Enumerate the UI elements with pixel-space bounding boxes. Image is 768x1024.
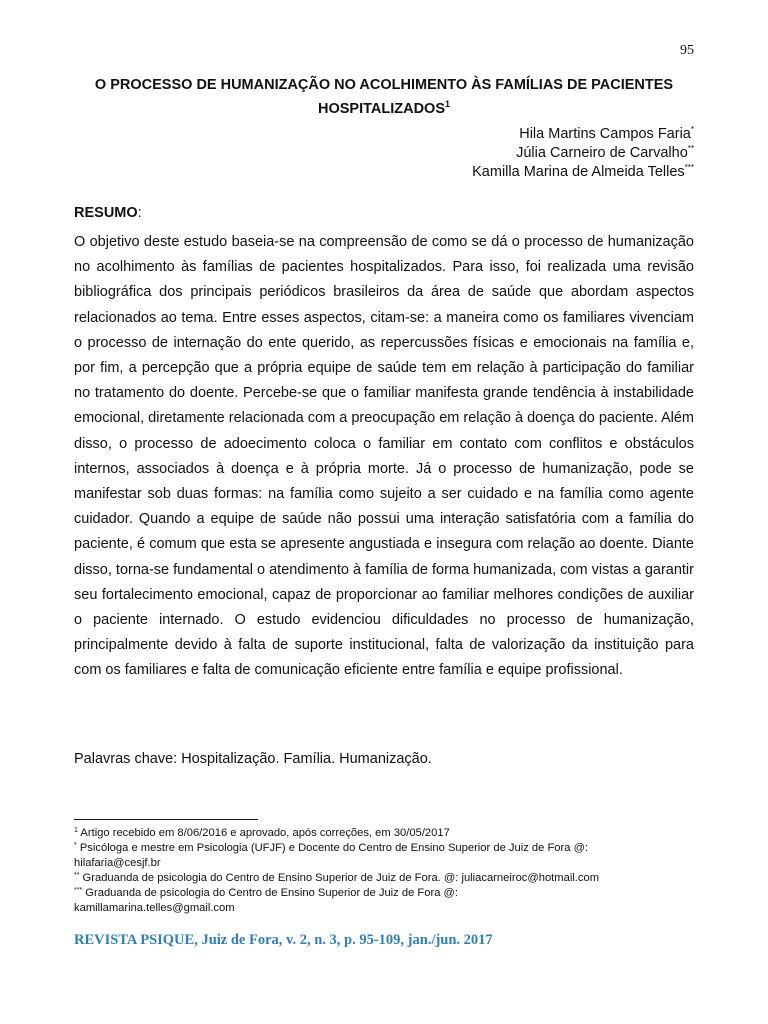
author-name: Kamilla Marina de Almeida Telles xyxy=(472,164,685,180)
footnote-3 xyxy=(74,871,694,886)
footnote-text: Artigo recebido em 8/06/2016 e aprovado, após correções, em 30/05/2017 xyxy=(77,827,450,839)
title-line-2 xyxy=(60,97,708,121)
author-name: Hila Martins Campos Faria xyxy=(519,126,691,142)
author-marker: ** xyxy=(687,144,694,153)
footnote-marker: ** xyxy=(74,872,80,879)
footnote-marker: * xyxy=(74,842,77,849)
abstract-heading-label: RESUMO xyxy=(74,205,138,221)
title-line-2-text: HOSPITALIZADOS xyxy=(317,101,445,117)
abstract-body: O objetivo deste estudo baseia-se na compreensão de como se dá o processo de humanização no acolhimento às famílias de pacientes hospitalizados. Para isso, foi realizada uma revisão bibliográfica dos principais periódicos brasileiros da área de saúde que abordam aspectos relacionados ao tema. Entre esses aspectos, citam-se: a maneira como os familiares vivenciam o processo de internação do ente querido, as repercussões físicas e emocionais na família e, por fim, a percepção que a própria equipe de saúde tem em relação à participação do familiar no tratamento do doente. Percebe-se que o familiar manifesta grande tendência à instabilidade emocional, diretamente relacionada com a preocupação em relação à doença do paciente. Além disso, o processo de adoecimento coloca o familiar em contato com conflitos e obstáculos internos, associados à doença e à própria morte. Já o processo de humanização, pode se manifestar sob duas formas: na família como sujeito a ser cuidado e na família como agente cuidador. Quando a equipe de saúde não possui uma interação satisfatória com a família do paciente, é comum que esta se apresente angustiada e insegura com relação ao doente. Diante disso, torna-se fundamental o atendimento à família de forma humanizada, com vistas a garantir seu fortalecimento emocional, capaz de proporcionar ao familiar melhores condições de auxiliar o paciente internado. O estudo evidenciou dificuldades no processo de humanização, principalmente devido à falta de suporte institucional, falta de valorização da instituição para com os familiares e falta de comunicação eficiente entre família e equipe profissional. xyxy=(74,234,694,679)
title-line-1: O PROCESSO DE HUMANIZAÇÃO NO ACOLHIMENTO ÀS FAMÍLIAS DE PACIENTES xyxy=(94,77,674,93)
footnote-4-email: kamillamarina.telles@gmail.com xyxy=(74,902,235,914)
footnote-text: Graduanda de psicologia do Centro de Ensino Superior de Juiz de Fora. @: juliacarneiroc@hotmail.com xyxy=(79,872,600,884)
footnote-marker: 1 xyxy=(74,827,78,834)
author-2 xyxy=(472,144,694,163)
page-number: 95 xyxy=(680,43,694,58)
footnote-2-email: hilafaria@cesjf.br xyxy=(74,857,161,869)
footnotes xyxy=(74,826,694,916)
footnote-divider xyxy=(74,819,258,820)
article-title xyxy=(60,73,708,121)
journal-citation: REVISTA PSIQUE, Juiz de Fora, v. 2, n. 3, p. 95-109, jan./jun. 2017 xyxy=(74,932,493,948)
author-marker: * xyxy=(690,125,694,134)
author-1 xyxy=(472,125,694,144)
footnote-1 xyxy=(74,826,694,841)
author-list xyxy=(472,125,694,182)
keywords: Palavras chave: Hospitalização. Família. Humanização. xyxy=(74,751,432,767)
author-3 xyxy=(472,163,694,182)
footnote-marker: *** xyxy=(74,887,83,894)
footnote-4 xyxy=(74,886,694,901)
abstract-heading-colon: : xyxy=(137,205,142,221)
author-name: Júlia Carneiro de Carvalho xyxy=(516,145,688,161)
footnote-2 xyxy=(74,841,694,856)
title-footnote-marker: 1 xyxy=(445,99,451,109)
author-marker: *** xyxy=(684,163,694,172)
footnote-text: Psicóloga e mestre em Psicologia (UFJF) e Docente do Centro de Ensino Superior de Juiz de Fora @: xyxy=(76,842,589,854)
footnote-text: Graduanda de psicologia do Centro de Ensino Superior de Juiz de Fora @: xyxy=(82,887,458,899)
abstract-heading xyxy=(74,205,142,221)
